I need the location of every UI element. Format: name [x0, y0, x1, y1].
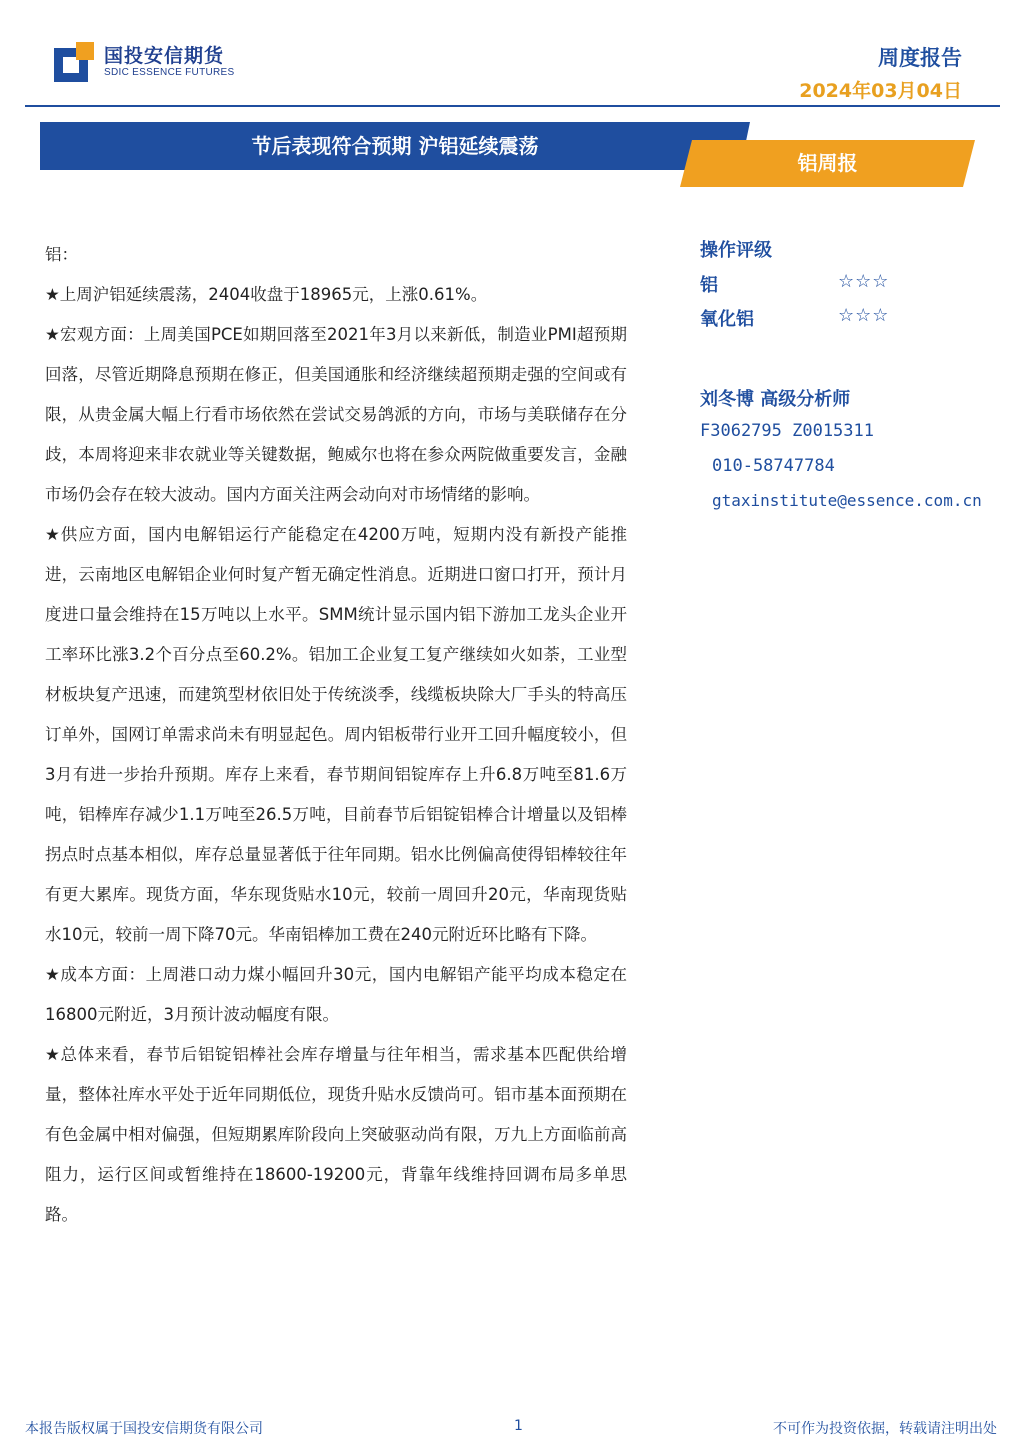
body-paragraph: ★供应方面，国内电解铝运行产能稳定在4200万吨，短期内没有新投产能推进，云南地区电解铝企业何时复产暂无确定性消息。近期进口窗口打开，预计月度进口量会维持在15万吨以上水平。SMM统计显示国内铝下游加工龙头企业开工率环比涨3.2个百分点至60.2%。铝加工企业复工复产继续如火如荼，工业型材板块复产迅速，而建筑型材依旧处于传统淡季，线缆板块除大厂手头的特高压订单外，国网订单需求尚未有明显起色。周内铝板带行业开工回升幅度较小，但3月有进一步抬升预期。库存上来看，春节期间铝锭库存上升6.8万吨至81.6万吨，铝棒库存减少1.1万吨至26.5万吨，目前春节后铝锭铝棒合计增量以及铝棒拐点时点基本相似，库存总量显著低于往年同期。铝水比例偏高使得铝棒较往年有更大累库。现货方面，华东现货贴水10元，较前一周回升20元，华南现货贴水10元，较前一周下降70元。华南铝棒加工费在240元附近环比略有下降。	[45, 525, 627, 944]
rating-title: 操作评级	[700, 240, 772, 261]
logo-mark-icon	[54, 42, 94, 82]
report-date: 2024年03月04日	[799, 80, 962, 102]
rating-label: 氧化铝	[700, 309, 754, 330]
star-rating-icon: ☆☆☆	[838, 271, 890, 292]
report-category-tag: 铝周报	[797, 151, 858, 175]
company-logo	[54, 42, 234, 82]
report-type: 周度报告	[878, 46, 962, 70]
body-paragraph: ★上周沪铝延续震荡，2404收盘于18965元，上涨0.61%。	[45, 285, 488, 304]
report-headline: 节后表现符合预期 沪铝延续震荡	[251, 134, 539, 158]
body-paragraph: ★总体来看，春节后铝锭铝棒社会库存增量与往年相当，需求基本匹配供给增量，整体社库水平处于近年同期低位，现货升贴水反馈尚可。铝市基本面预期在有色金属中相对偏强，但短期累库阶段向上突破驱动尚有限，万九上方面临前高阻力，运行区间或暂维持在18600-19200元，背靠年线维持回调布局多单思路。	[45, 1045, 627, 1224]
rating-row-aluminum	[700, 271, 890, 297]
rating-label: 铝	[700, 275, 718, 296]
page-number: 1	[514, 1418, 523, 1434]
analyst-name: 刘冬博 高级分析师	[700, 389, 851, 410]
logo-chinese-name: 国投安信期货	[104, 45, 225, 67]
analyst-email: gtaxinstitute@essence.com.cn	[712, 491, 982, 510]
section-heading: 铝：	[45, 245, 78, 264]
report-body	[45, 235, 627, 1235]
disclaimer-notice: 不可作为投资依据，转载请注明出处	[773, 1421, 997, 1437]
copyright-notice: 本报告版权属于国投安信期货有限公司	[25, 1421, 263, 1437]
body-paragraph: ★成本方面：上周港口动力煤小幅回升30元，国内电解铝产能平均成本稳定在16800元附近，3月预计波动幅度有限。	[45, 965, 627, 1024]
body-paragraph: ★宏观方面：上周美国PCE如期回落至2021年3月以来新低，制造业PMI超预期回落，尽管近期降息预期在修正，但美国通胀和经济继续超预期走强的空间或有限，从贵金属大幅上行看市场依然在尝试交易鸽派的方向，市场与美联储存在分歧，本周将迎来非农就业等关键数据，鲍威尔也将在参众两院做重要发言，金融市场仍会存在较大波动。国内方面关注两会动向对市场情绪的影响。	[45, 325, 627, 504]
logo-english-name: SDIC ESSENCE FUTURES	[104, 67, 235, 78]
analyst-phone: 010-58747784	[712, 456, 835, 476]
header-divider	[25, 105, 1000, 107]
analyst-license: F3062795 Z0015311	[700, 421, 874, 441]
rating-row-alumina	[700, 305, 890, 331]
star-rating-icon: ☆☆☆	[838, 305, 890, 326]
